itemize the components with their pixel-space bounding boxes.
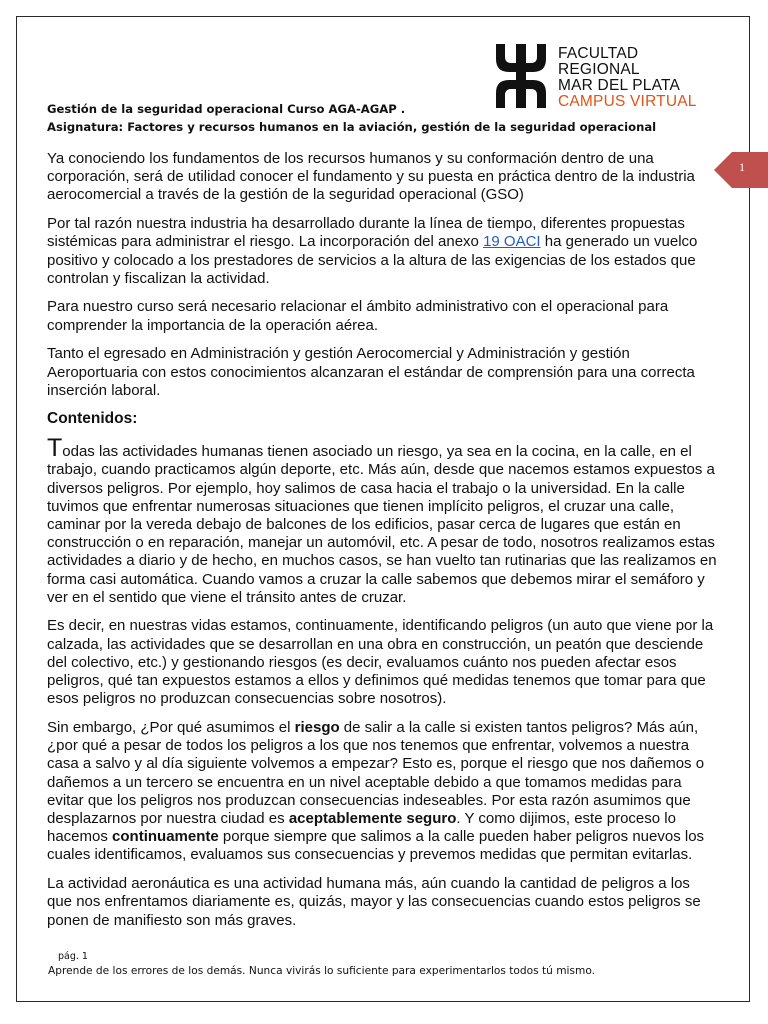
utn-emblem-icon: [496, 44, 546, 108]
contents-heading: Contenidos:: [47, 410, 138, 428]
paragraph-aeronautical: La actividad aeronáutica es una actividad humana más, aún cuando la cantidad de peligros a los que nos enfrentamos diariamente es, quizás, mayor y las consecuencias cuando estos peligros se ponen de manifiesto son más graves.: [47, 875, 701, 929]
paragraph-industry: [47, 215, 719, 288]
paragraph-industry-text-b: ha generado un vuelco positivo y colocado a los prestadores de servicios a la altura de las exigencias de los estados que controlan y fiscalizan la actividad.: [47, 233, 698, 287]
acceptable-risk-text-c: . Y como dijimos, este proceso lo hacemos: [47, 810, 676, 846]
acceptable-risk-text-a: Sin embargo, ¿Por qué asumimos el: [47, 718, 295, 736]
page-number: pág. 1: [58, 951, 88, 962]
logo-line-facultad: FACULTAD: [558, 45, 639, 62]
paragraph-intro: Ya conociendo los fundamentos de los recursos humanos y su conformación dentro de una corporación, será de utilidad conocer el fundamento y su puesta en práctica dentro de la industria aerocomercial a través de la gestión de la seguridad operacional (GSO): [47, 150, 695, 204]
acceptable-risk-text-b: de salir a la calle si existen tantos peligros? Más aún, ¿por qué a pesar de todos los peligros a los que nos tenemos que enfrentar, volvemos a nuestra casa a salvo y al día siguiente volvemos a empezar? Esto es, porque el riesgo que nos dañemos o dañemos a un tercero se encuentra en un nivel aceptable debido a que tomamos medidas para evitar que los peligros nos produzcan consecuencias indeseables. Por esta razón asumimos que desplazarnos por nuestra ciudad es: [47, 718, 705, 827]
paragraph-graduates: Tanto el egresado en Administración y gestión Aerocomercial y Administración y gestión Aeroportuaria con estos conocimientos alcanzaran el estándar de comprensión para una correcta inserción laboral.: [47, 345, 695, 399]
course-title: Gestión de la seguridad operacional Curso AGA-AGAP .: [47, 102, 406, 116]
drop-cap: T: [47, 434, 63, 463]
logo-line-regional: REGIONAL: [558, 61, 640, 78]
logo-line-city: MAR DEL PLATA: [558, 77, 681, 94]
paragraph-risk-everyday-text: odas las actividades humanas tienen asociado un riesgo, ya sea en la cocina, en la calle, en el trabajo, cuando practicamos algún deporte, etc. Más aún, desde que nacemos estamos expuestos a diversos peligros. Por ejemplo, hoy salimos de casa hacia el trabajo o la universidad. En la calle tuvimos que enfrentar numerosas situaciones que tienen implícito peligros, el cruzar una calle, caminar por la vereda debajo de balcones de los edificios, pasar cerca de lugares que están en construcción o en reparación, manejar un automóvil, etc. A pesar de todo, nosotros realizamos estas actividades a diario y de hecho, en muchos casos, se han vuelto tan rutinarias que las realizamos en forma casi automática. Cuando vamos a cruzar la calle sabemos que debemos mirar el semáforo y ver en el sentido que viene el tránsito antes de cruzar.: [47, 443, 717, 606]
oaci-annex-link[interactable]: 19 OACI: [483, 233, 541, 251]
logo-text: [558, 46, 697, 110]
comment-marker-number: 1: [739, 160, 745, 174]
utn-logo: [496, 44, 716, 114]
footer-quote: Aprende de los errores de los demás. Nunca vivirás lo suficiente para experimentarlos todos tú mismo.: [48, 965, 595, 977]
bold-continuamente: continuamente: [112, 828, 219, 846]
paragraph-acceptable-risk: [47, 719, 719, 865]
paragraph-risk-everyday: [47, 434, 719, 607]
bold-riesgo: riesgo: [294, 718, 340, 736]
bold-aceptablemente-seguro: aceptablemente seguro: [288, 810, 457, 827]
subject-title: Asignatura: Factores y recursos humanos en la aviación, gestión de la seguridad operacional: [47, 120, 657, 134]
paragraph-industry-text-a: Por tal razón nuestra industria ha desarrollado durante la línea de tiempo, diferentes propuestas sistémicas para administrar el riesgo. La incorporación del anexo: [47, 215, 685, 251]
paragraph-identifying-hazards: Es decir, en nuestras vidas estamos, continuamente, identificando peligros (un auto que viene por la calzada, las actividades que se desarrollan en una obra en construcción, un peatón que desciende del colectivo, etc.) y gestionando riesgos (es decir, evaluamos cuánto nos pueden afectar esos peligros, qué tan expuestos estamos a ellos y definimos qué medidas tenemos que tomar para que esos peligros no produzcan consecuencias sobre nosotros).: [47, 617, 714, 708]
logo-line-campus-virtual: CAMPUS VIRTUAL: [558, 93, 697, 110]
document-body: [47, 150, 719, 940]
acceptable-risk-text-d: porque siempre que salimos a la calle pueden haber peligros nuevos los cuales identificamos, evaluamos sus consecuencias y prevemos medidas que permitan evitarlas.: [47, 828, 705, 864]
paragraph-course: Para nuestro curso será necesario relacionar el ámbito administrativo con el operacional para comprender la importancia de la operación aérea.: [47, 298, 669, 334]
